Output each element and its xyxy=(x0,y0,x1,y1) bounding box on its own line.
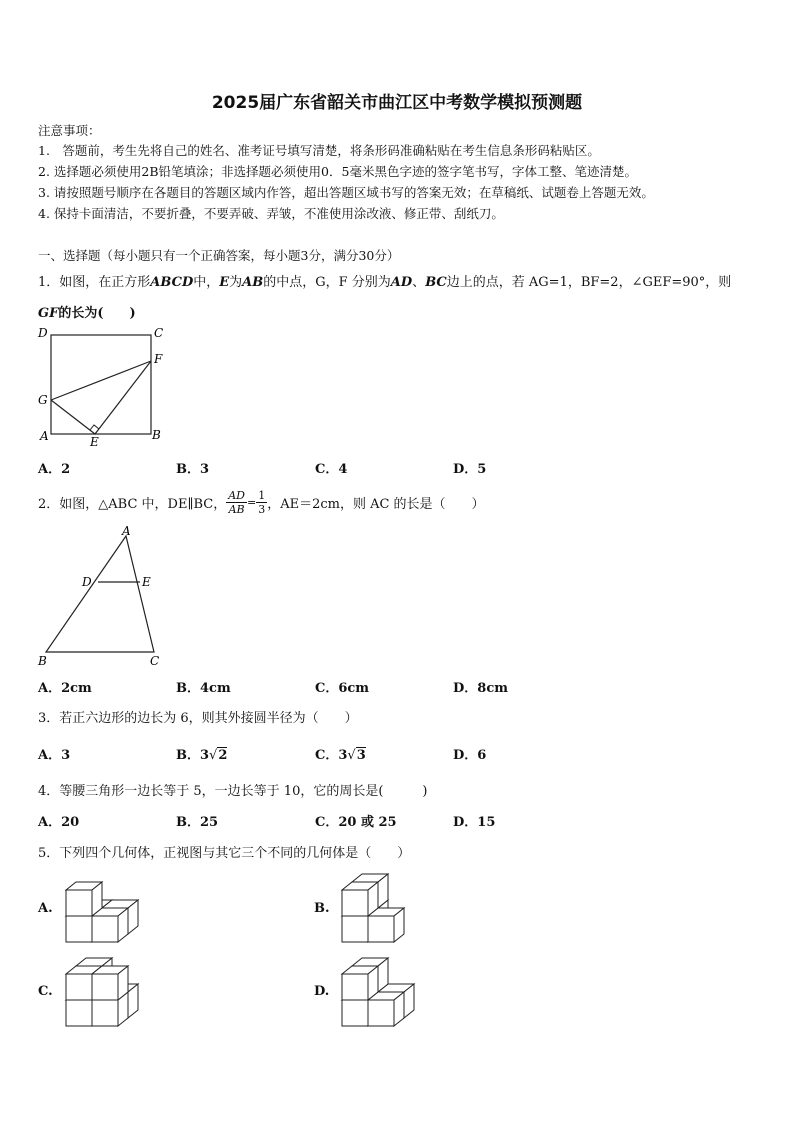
label-g: G xyxy=(38,393,48,407)
notice-item-3: 3. 请按照题号顺序在各题目的答题区域内作答，超出答题区域书写的答案无效；在草稿纸、试题卷上答题无效。 xyxy=(38,185,654,200)
q3-option-c: C．3√3 xyxy=(315,748,366,763)
q1-stem-line2: GF的长为( ) xyxy=(38,306,136,321)
page-title: 2025届广东省韶关市曲江区中考数学模拟预测题 xyxy=(211,93,583,113)
q1-stem-line1: 1．如图，在正方形ABCD中，E为AB的中点，G，F 分别为AD、BC边上的点，若 AG=1，BF=2，∠GEF=90°，则 xyxy=(38,275,732,290)
q5-solid-d xyxy=(338,950,428,1034)
q2-option-d: D．8cm xyxy=(453,681,508,696)
label-f: F xyxy=(154,352,163,366)
label-e: E xyxy=(90,435,99,449)
label-c: C xyxy=(150,654,160,668)
label-e: E xyxy=(142,575,151,589)
q4-option-b: B．25 xyxy=(176,815,219,830)
q5-option-b-label: B. xyxy=(314,901,330,916)
unit-cube xyxy=(342,966,378,1000)
label-c: C xyxy=(154,326,164,340)
label-d: D xyxy=(82,575,92,589)
q5-option-d-label: D. xyxy=(314,984,330,999)
q1-option-c: C．4 xyxy=(315,462,348,477)
q3-option-b: B．3√2 xyxy=(176,748,228,763)
section-heading: 一、选择题（每小题只有一个正确答案，每小题3分，满分30分） xyxy=(38,248,400,263)
q4-stem: 4．等腰三角形一边长等于 5，一边长等于 10，它的周长是( ) xyxy=(38,784,428,799)
notice-item-2: 2. 选择题必须使用2B铅笔填涂；非选择题必须使用0．5毫米黑色字迹的签字笔书写，字体工整、笔迹清楚。 xyxy=(38,164,637,179)
segment-g-e-f xyxy=(51,361,151,434)
q2-option-c: C．6cm xyxy=(315,681,370,696)
q2-option-b: B．4cm xyxy=(176,681,231,696)
q1-option-b: B．3 xyxy=(176,462,210,477)
q1-option-a: A．2 xyxy=(38,462,71,477)
label-b: B xyxy=(38,654,47,668)
q5-stem: 5．下列四个几何体，正视图与其它三个不同的几何体是（ ） xyxy=(38,846,411,861)
notice-item-4: 4. 保持卡面清洁，不要折叠，不要弄破、弄皱，不准使用涂改液、修正带、刮纸刀。 xyxy=(38,206,504,221)
q4-option-c: C．20 或 25 xyxy=(315,815,397,830)
q5-option-a-label: A. xyxy=(38,901,53,916)
q5-solid-a xyxy=(62,866,152,950)
fraction-ad-ab: $\frac{AD}{AB}$ xyxy=(228,488,245,516)
q5-solid-b xyxy=(338,866,428,950)
unit-cube xyxy=(92,966,128,1000)
q3-option-d: D．6 xyxy=(453,748,487,763)
q1-option-d: D．5 xyxy=(453,462,487,477)
unit-cube xyxy=(368,908,404,942)
label-b: B xyxy=(152,428,161,442)
right-angle-mark xyxy=(90,425,99,430)
unit-cube xyxy=(66,882,102,916)
notice-item-1: 1. 答题前，考生先将自己的姓名、准考证号填写清楚，将条形码准确粘贴在考生信息条形码粘贴区。 xyxy=(38,143,600,158)
q2-option-a: A．2cm xyxy=(38,681,92,696)
q4-option-d: D．15 xyxy=(453,815,496,830)
q1-square-figure xyxy=(34,325,174,450)
fraction-one-third: $\frac{1}{3}$ xyxy=(258,488,266,516)
q5-option-c-label: C. xyxy=(38,984,53,999)
notice-heading: 注意事项： xyxy=(38,123,101,138)
q3-stem: 3．若正六边形的边长为 6，则其外接圆半径为（ ） xyxy=(38,711,358,726)
q5-solid-c xyxy=(62,950,152,1034)
unit-cube xyxy=(342,882,378,916)
q4-option-a: A．20 xyxy=(38,815,80,830)
q2-stem: 2．如图，△ABC 中，DE∥BC， $\frac{AD}{AB}$ = $\frac{1}{3}$ ，AE＝2cm，则 AC 的长是（ ） xyxy=(38,488,485,516)
q3-option-a: A．3 xyxy=(38,748,71,763)
label-a: A xyxy=(40,429,49,443)
unit-cube xyxy=(92,908,128,942)
label-a: A xyxy=(122,524,131,538)
q2-triangle-figure xyxy=(34,522,174,670)
triangle-abc xyxy=(46,536,154,652)
square-abcd xyxy=(51,335,151,434)
label-d: D xyxy=(38,326,48,340)
unit-cube xyxy=(368,992,404,1026)
